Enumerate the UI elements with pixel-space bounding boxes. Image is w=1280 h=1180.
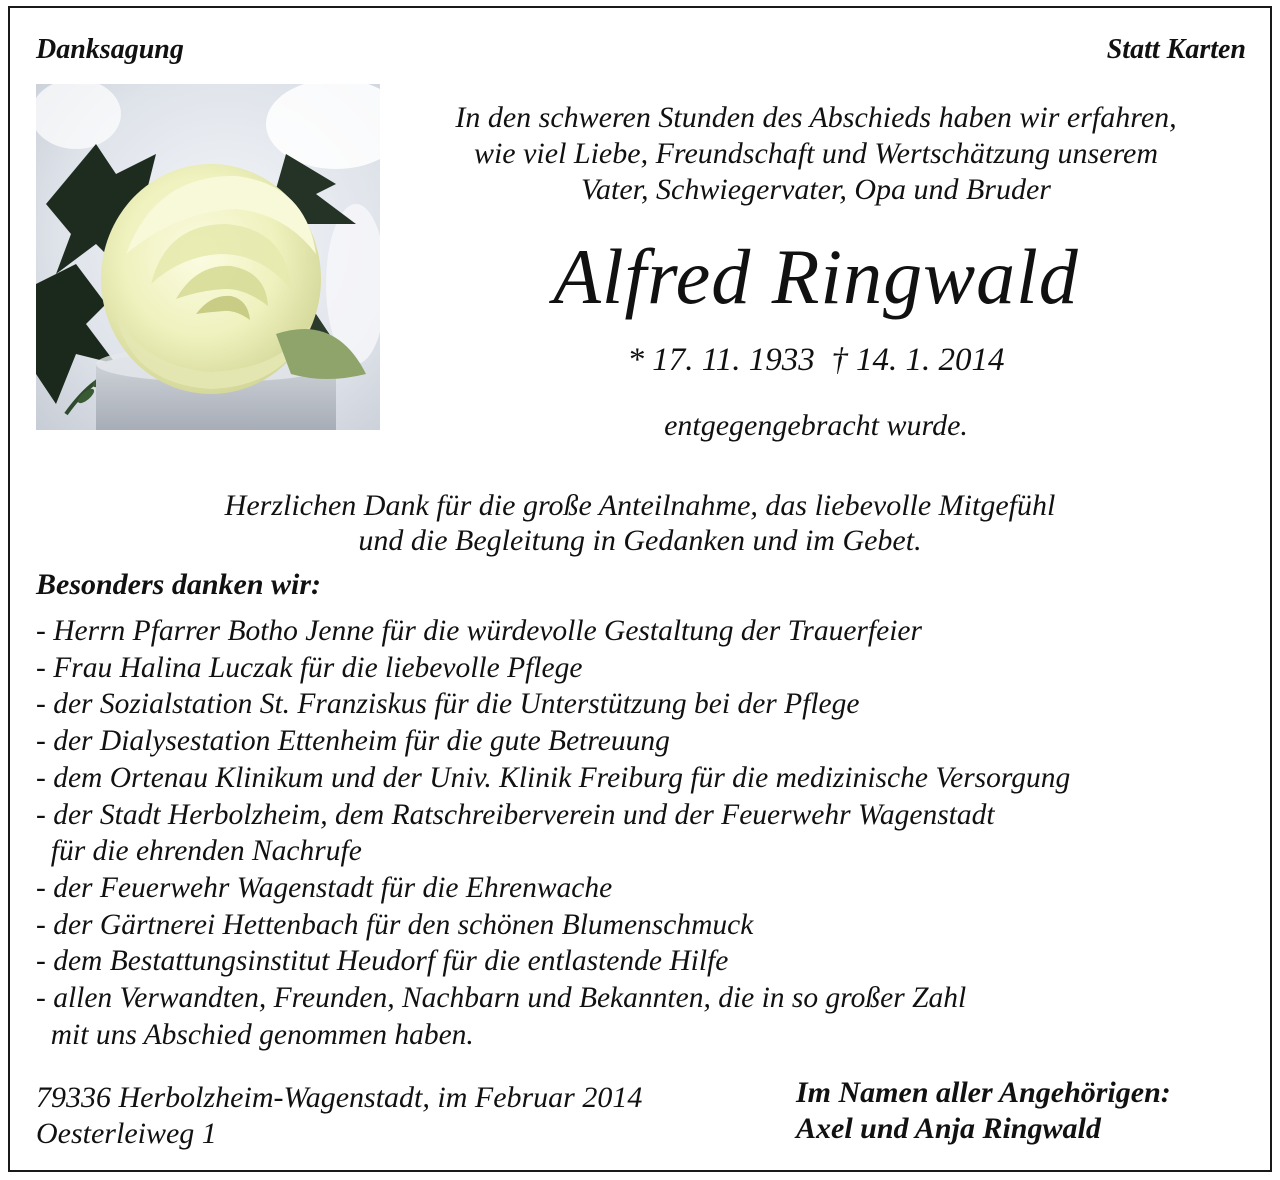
- list-item: mit uns Abschied genommen haben.: [36, 1018, 474, 1051]
- street-address: Oesterleiweg 1: [36, 1117, 217, 1150]
- signoff-block: [796, 1075, 1171, 1147]
- list-item: - dem Ortenau Klinikum und der Univ. Klinik Freiburg für die medizinische Versorgung: [36, 761, 1071, 794]
- rose-photo: [36, 84, 380, 430]
- thanks-line: Herzlichen Dank für die große Anteilnahme, das liebevolle Mitgefühl: [224, 489, 1056, 522]
- list-item: für die ehrenden Nachrufe: [36, 835, 362, 868]
- list-item: - der Gärtnerei Hettenbach für den schönen Blumenschmuck: [36, 908, 754, 941]
- list-item: - Frau Halina Luczak für die liebevolle Pflege: [36, 651, 583, 684]
- signoff-names: Axel und Anja Ringwald: [796, 1112, 1101, 1145]
- intro-line: Vater, Schwiegervater, Opa und Bruder: [581, 173, 1051, 206]
- special-thanks-heading: Besonders danken wir:: [36, 568, 322, 601]
- place-date: 79336 Herbolzheim-Wagenstadt, im Februar 2014: [36, 1081, 643, 1114]
- signoff-label: Im Namen aller Angehörigen:: [796, 1076, 1171, 1109]
- list-item: - allen Verwandten, Freunden, Nachbarn und Bekannten, die in so großer Zahl: [36, 982, 967, 1015]
- list-item: - dem Bestattungsinstitut Heudorf für die entlastende Hilfe: [36, 945, 729, 978]
- general-thanks: [36, 488, 1244, 558]
- deceased-name: Alfred Ringwald: [553, 233, 1079, 320]
- intro-ending: entgegengebracht wurde.: [664, 409, 968, 442]
- intro-line: In den schweren Stunden des Abschieds haben wir erfahren,: [455, 101, 1177, 134]
- special-thanks-list: [36, 613, 1266, 1053]
- life-dates: * 17. 11. 1933 † 14. 1. 2014: [627, 342, 1005, 378]
- intro-line: wie viel Liebe, Freundschaft und Wertschätzung unserem: [473, 137, 1159, 170]
- list-item: - der Dialysestation Ettenheim für die gute Betreuung: [36, 725, 670, 758]
- heading-statt-karten: Statt Karten: [1106, 34, 1246, 65]
- thanks-line: und die Begleitung in Gedanken und im Gebet.: [358, 524, 922, 557]
- heading-danksagung: Danksagung: [36, 34, 184, 65]
- list-item: - Herrn Pfarrer Botho Jenne für die würdevolle Gestaltung der Trauerfeier: [36, 615, 922, 647]
- intro-text: [384, 100, 1248, 208]
- address-block: [36, 1080, 642, 1152]
- list-item: - der Stadt Herbolzheim, dem Ratschreiberverein und der Feuerwehr Wagenstadt: [36, 798, 995, 831]
- list-item: - der Sozialstation St. Franziskus für die Unterstützung bei der Pflege: [36, 688, 860, 721]
- list-item: - der Feuerwehr Wagenstadt für die Ehrenwache: [36, 871, 613, 904]
